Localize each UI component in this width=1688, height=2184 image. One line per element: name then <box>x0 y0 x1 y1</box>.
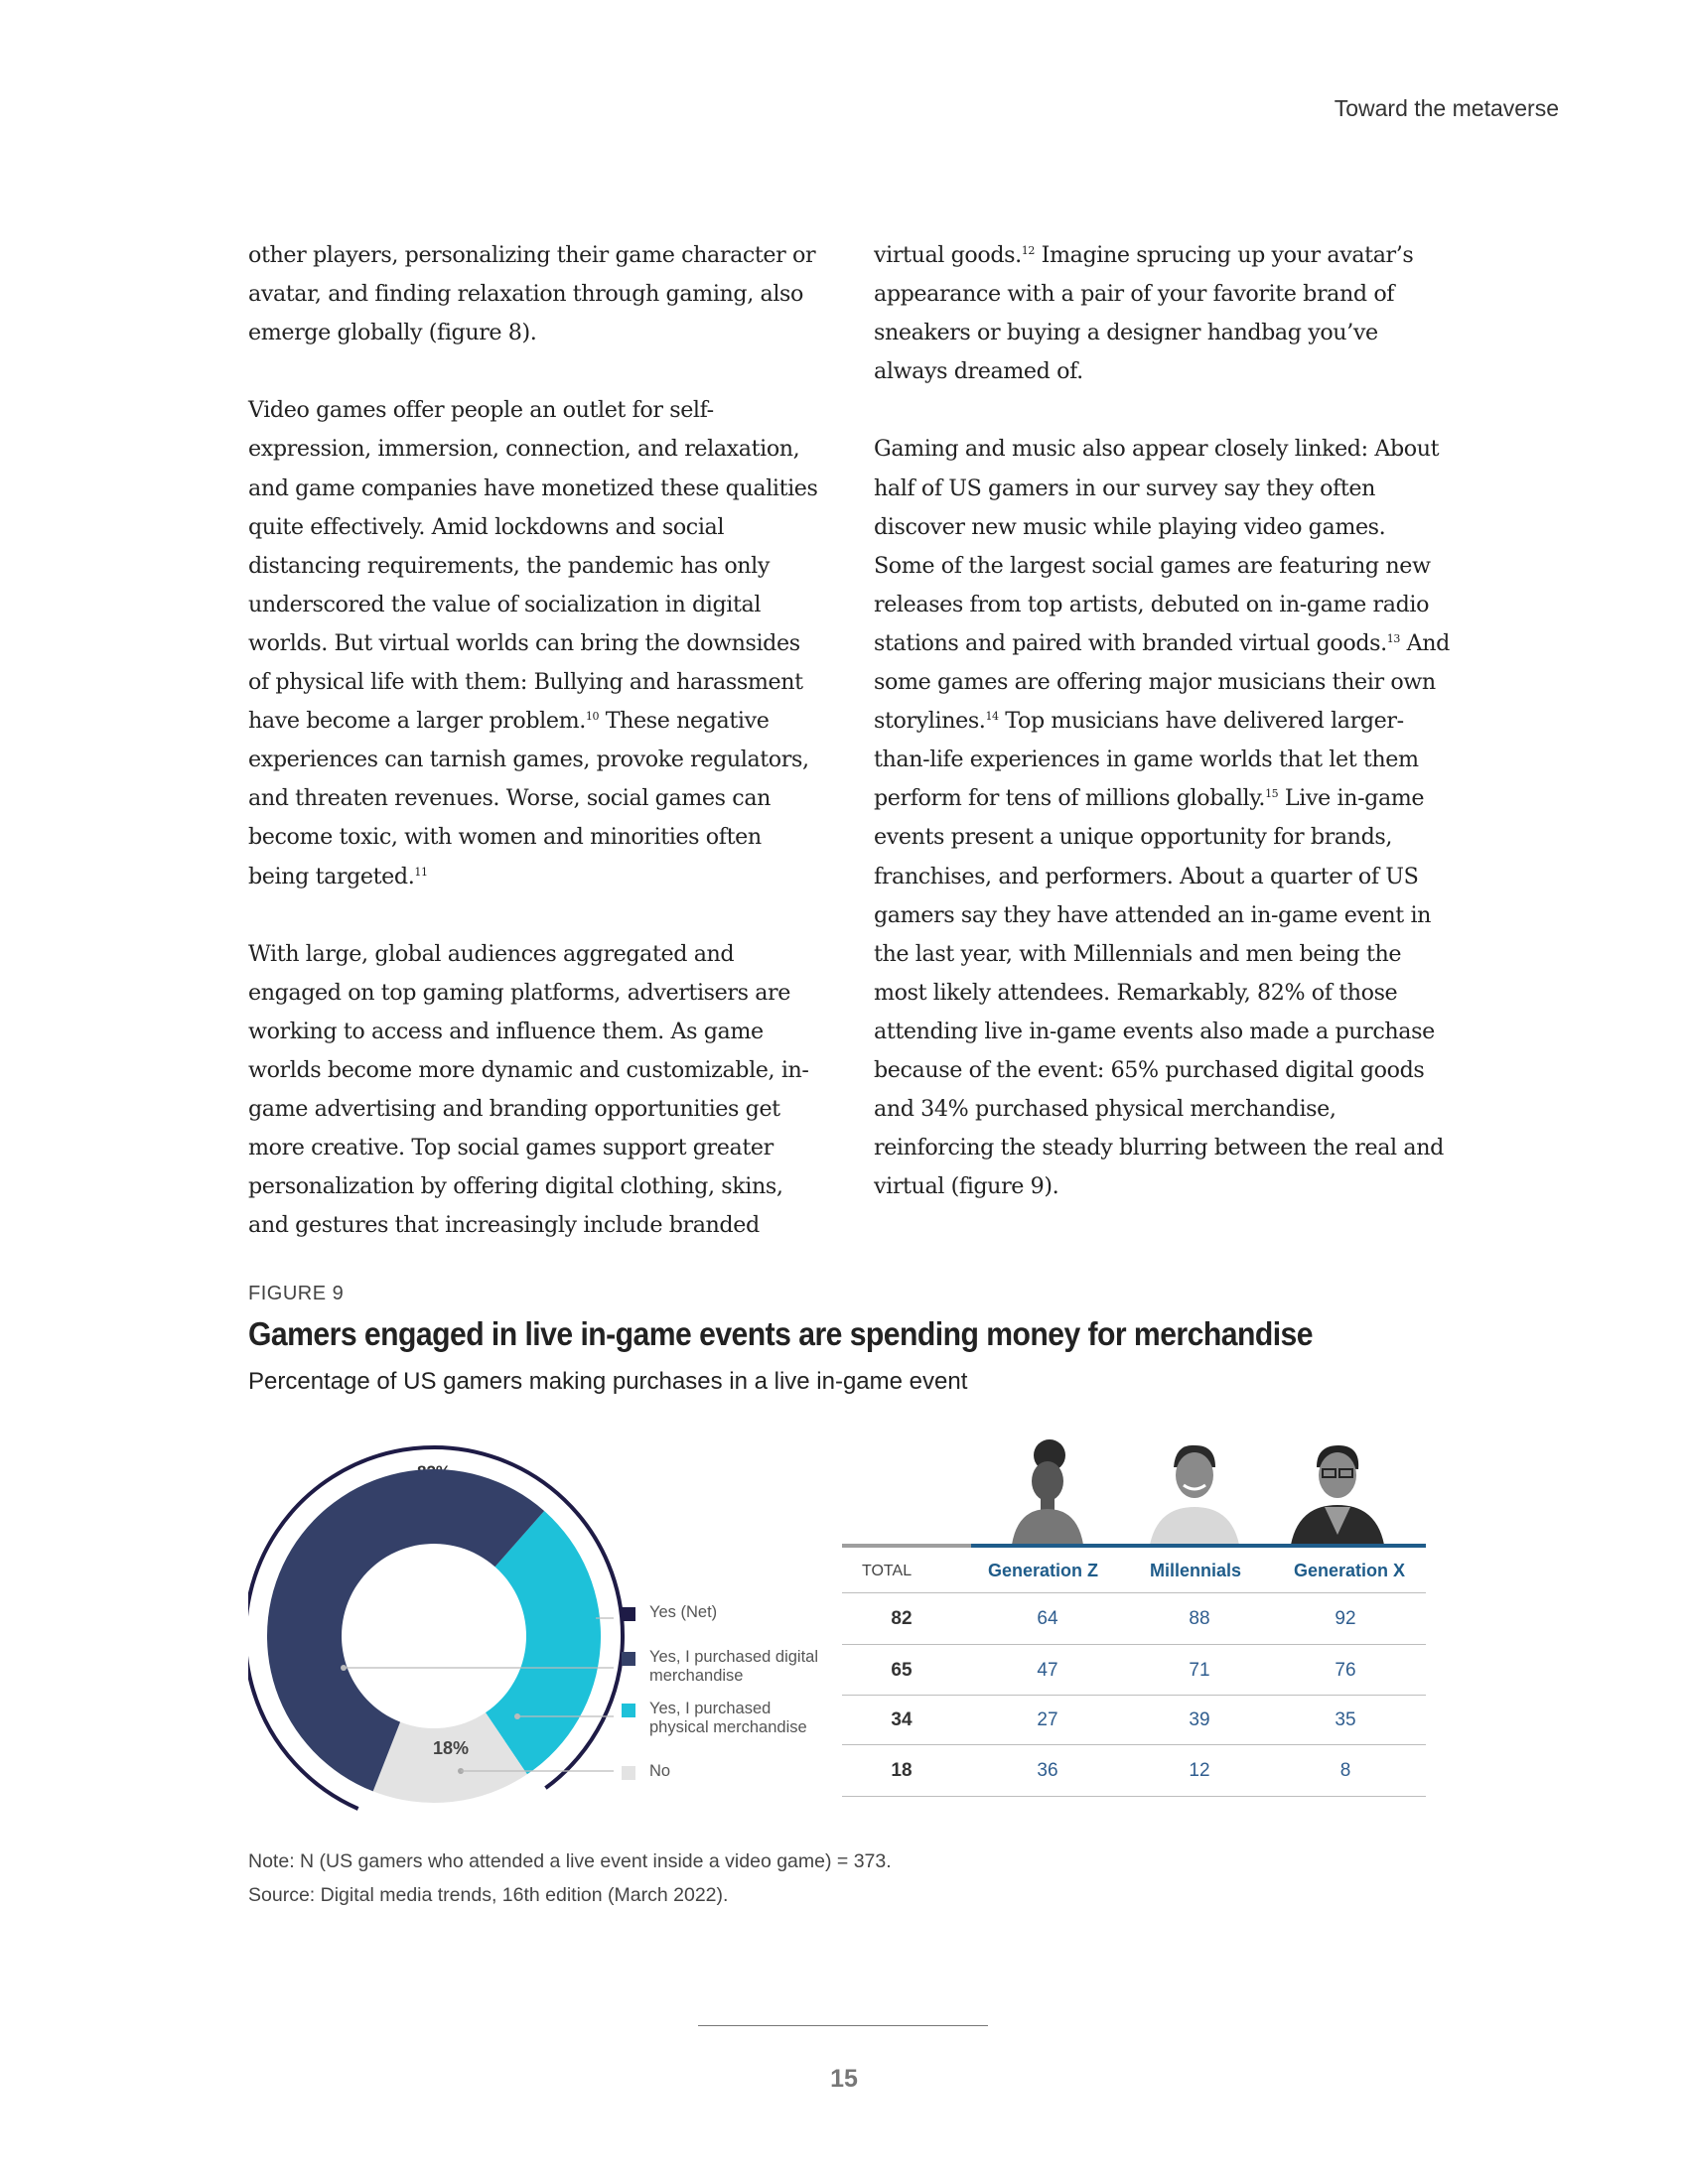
body-text: These negative experiences can tarnish games, provoke regulators, and threaten revenues. Worse, social games can become toxic, with women and minorities often being targeted. <box>248 708 809 889</box>
footnote-ref: 12 <box>1021 244 1035 257</box>
no-leader-dot <box>458 1768 464 1774</box>
table-cell: 8 <box>1339 1760 1351 1781</box>
table-cell: 27 <box>1037 1709 1058 1730</box>
donut-chart <box>248 1444 626 1822</box>
col-header-millennials: Millennials <box>1150 1561 1242 1580</box>
body-column-left <box>248 236 824 1285</box>
table-header-divider <box>842 1592 1426 1593</box>
body-text: Imagine sprucing up your avatar’s appearance with a pair of your favorite brand of sneakers or buying a designer handbag you’ve always dreamed of. <box>874 242 1414 385</box>
section-header: Toward the metaverse <box>1334 95 1559 121</box>
body-text: Top musicians have delivered larger-than-life experiences in game worlds that let them perform for tens of millions globally. <box>874 708 1419 812</box>
generation-z-portrait <box>998 1437 1097 1545</box>
footnote-ref: 13 <box>1386 631 1400 645</box>
table-row-divider <box>842 1796 1426 1797</box>
generation-header-line <box>971 1544 1426 1548</box>
figure-source: Source: Digital media trends, 16th edition (March 2022). <box>248 1884 729 1906</box>
page-number: 15 <box>830 2065 858 2093</box>
table-row-divider <box>842 1695 1426 1696</box>
body-text: And some games are offering major musicians their own storylines. <box>874 629 1450 735</box>
body-text: other players, personalizing their game character or avatar, and finding relaxation through gaming, also emerge globally (figure 8). <box>248 242 816 346</box>
footer-rule <box>698 2025 988 2026</box>
legend-swatch-physical <box>622 1704 635 1717</box>
table-cell-total: 18 <box>891 1760 913 1781</box>
footnote-ref: 14 <box>985 710 999 724</box>
body-paragraph <box>248 391 824 895</box>
body-text: Video games offer people an outlet for self-expression, immersion, connection, and relaxation, and game companies have monetized these qualities quite effectively. Amid lockdowns and social distancing requirements, the pandemic has only underscored the value of socialization in digital worlds. But virtual worlds can bring the downsides of physical life with them: Bullying and harassment have become a larger problem. <box>248 397 818 735</box>
footnote-ref: 11 <box>414 865 428 879</box>
table-cell: 36 <box>1037 1760 1058 1781</box>
table-row-divider <box>842 1644 1426 1645</box>
table-cell: 12 <box>1189 1760 1210 1781</box>
col-header-generation-z: Generation Z <box>988 1561 1099 1580</box>
table-cell: 88 <box>1189 1608 1210 1629</box>
body-paragraph <box>874 430 1450 1206</box>
footnote-ref: 10 <box>585 710 600 724</box>
table-cell-total: 34 <box>891 1709 913 1730</box>
col-header-generation-x: Generation X <box>1294 1561 1406 1580</box>
body-paragraph <box>248 935 824 1246</box>
body-text: Gaming and music also appear closely linked: About half of US gamers in our survey say they often discover new music while playing video games. Some of the largest social games are featuring new releases from top artists, debuted on in-game radio stations and paired with branded virtual goods. <box>874 436 1440 656</box>
figure-label: FIGURE 9 <box>248 1283 345 1304</box>
legend-swatch-digital <box>622 1652 635 1666</box>
body-column-right <box>874 236 1450 1245</box>
body-text: Live in-game events present a unique opportunity for brands, franchises, and performers. About a quarter of US gamers say they have attended an in-game event in the last year, with Millennials and men being the most likely attendees. Remarkably, 82% of those attending live in-game events also made a purchase because of the event: 65% purchased digital goods and 34% purchased physical merchandise, reinforcing the steady blurring between the real and virtual (figure 9). <box>874 785 1444 1200</box>
figure-title: Gamers engaged in live in-game events are spending money for merchandise <box>248 1316 1314 1353</box>
legend-swatch-no <box>622 1766 635 1780</box>
digital-leader-dot <box>341 1665 347 1671</box>
table-cell-total: 65 <box>891 1660 913 1681</box>
table-cell: 35 <box>1335 1709 1356 1730</box>
table-cell: 92 <box>1335 1608 1356 1629</box>
figure-subtitle: Percentage of US gamers making purchases in a live in-game event <box>248 1368 968 1395</box>
total-header-line <box>842 1544 971 1548</box>
table-cell: 47 <box>1037 1660 1058 1681</box>
table-cell: 71 <box>1189 1660 1210 1681</box>
col-header-total: TOTAL <box>862 1563 913 1579</box>
footnote-ref: 15 <box>1265 787 1279 801</box>
millennials-portrait <box>1144 1437 1243 1545</box>
table-cell: 64 <box>1037 1608 1058 1629</box>
body-text: With large, global audiences aggregated and engaged on top gaming platforms, advertisers are working to access and influence them. As game worlds become more dynamic and customizable, in-game advertising and branding opportunities get more creative. Top social games support greater personalization by offering digital clothing, skins, and gestures that increasingly include branded <box>248 940 809 1239</box>
table-row-divider <box>842 1744 1426 1745</box>
table-cell: 39 <box>1189 1709 1210 1730</box>
table-cell-total: 82 <box>891 1608 913 1629</box>
no-percent-label: 18% <box>432 1738 470 1758</box>
body-paragraph <box>248 236 824 352</box>
figure-note: Note: N (US gamers who attended a live event inside a video game) = 373. <box>248 1850 892 1872</box>
body-paragraph <box>874 236 1450 391</box>
body-text: virtual goods. <box>874 242 1022 268</box>
table-cell: 76 <box>1335 1660 1356 1681</box>
physical-leader-dot <box>514 1713 520 1719</box>
legend-swatch-net <box>622 1607 635 1621</box>
generation-x-portrait <box>1287 1437 1386 1545</box>
